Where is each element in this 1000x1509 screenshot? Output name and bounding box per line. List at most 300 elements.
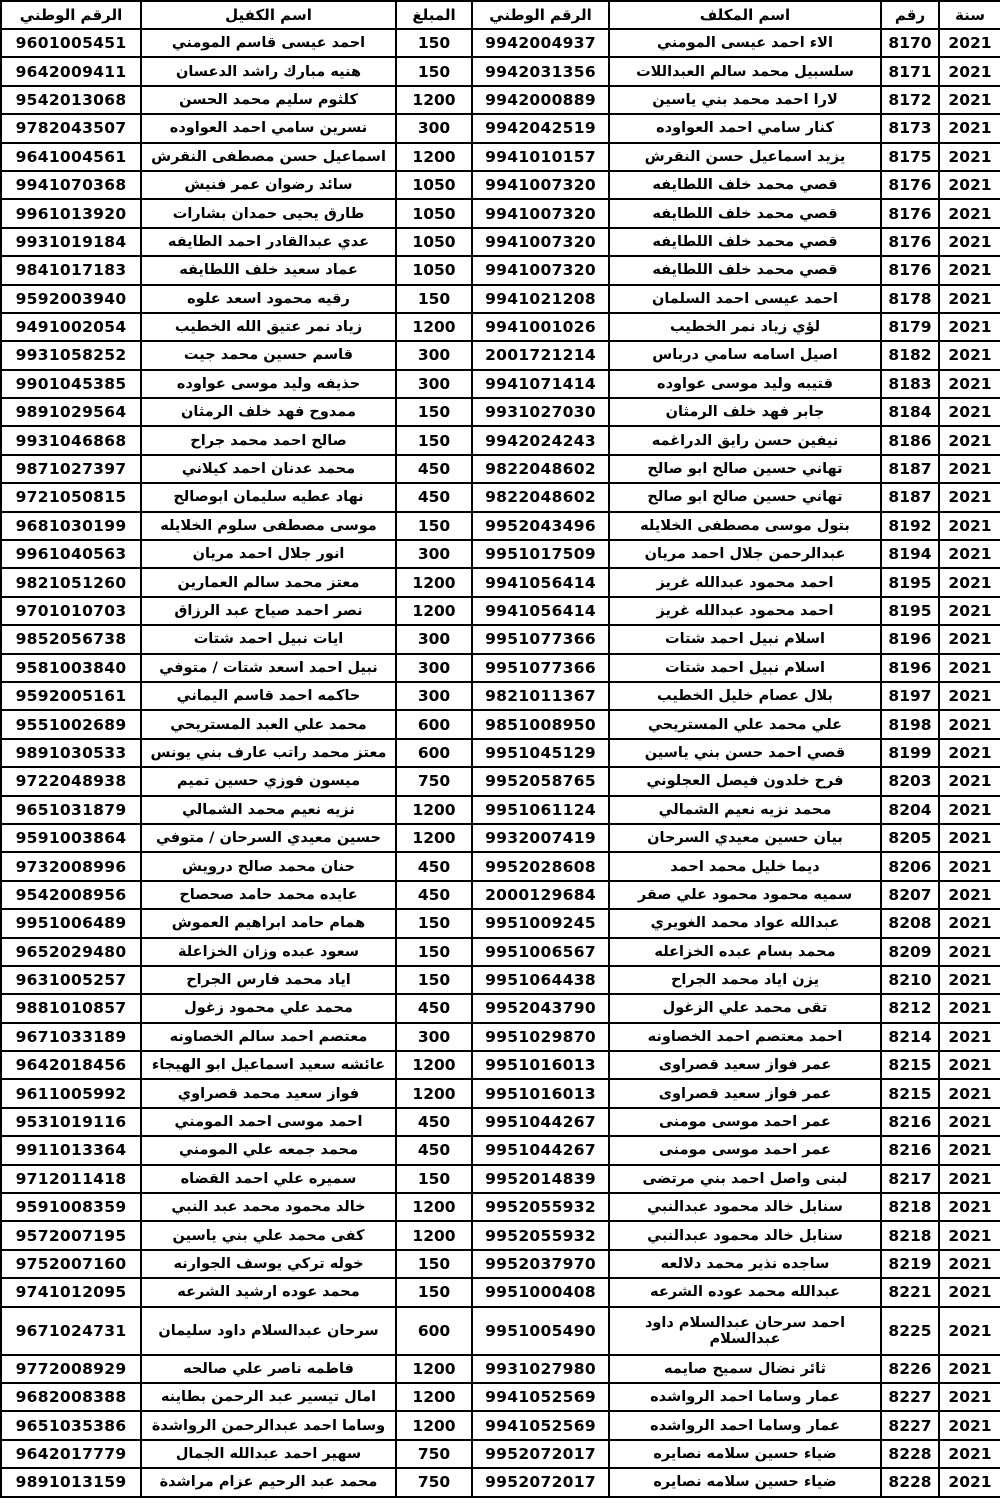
- number-cell: 8218: [881, 1193, 939, 1221]
- taxpayer-national-id-cell: 9952072017: [472, 1468, 609, 1496]
- taxpayer-national-id-cell: 9951064438: [472, 966, 609, 994]
- taxpayer-name-cell: احمد محمود عبدالله غريز: [609, 597, 881, 625]
- taxpayer-name-cell: بيان حسين معيدي السرحان: [609, 824, 881, 852]
- taxpayer-national-id-cell: 9952037970: [472, 1250, 609, 1278]
- table-row: [1, 1023, 1000, 1051]
- guarantor-national-id-cell: 9931019184: [1, 228, 141, 256]
- number-cell: 8183: [881, 370, 939, 398]
- taxpayer-national-id-cell: 9942031356: [472, 57, 609, 85]
- taxpayer-name-cell: الاء احمد عيسى المومني: [609, 29, 881, 57]
- number-cell: 8196: [881, 654, 939, 682]
- guarantor-name-cell: عائشه سعيد اسماعيل ابو الهيجاء: [141, 1051, 396, 1079]
- year-cell: 2021: [939, 1307, 1000, 1355]
- taxpayer-national-id-cell: 9952058765: [472, 767, 609, 795]
- amount-cell: 300: [396, 540, 472, 568]
- guarantor-national-id-cell: 9721050815: [1, 483, 141, 511]
- guarantor-national-id-cell: 9931046868: [1, 426, 141, 454]
- table-row: [1, 1411, 1000, 1439]
- amount-cell: 300: [396, 625, 472, 653]
- guarantor-name-cell: سهير احمد عبدالله الجمال: [141, 1440, 396, 1468]
- number-cell: 8199: [881, 739, 939, 767]
- year-cell: 2021: [939, 1108, 1000, 1136]
- amount-cell: 1200: [396, 1051, 472, 1079]
- taxpayer-national-id-cell: 9822048602: [472, 455, 609, 483]
- number-cell: 8208: [881, 909, 939, 937]
- table-row: [1, 57, 1000, 85]
- taxpayer-name-cell: يزن اياد محمد الجراح: [609, 966, 881, 994]
- table-row: [1, 228, 1000, 256]
- table-row: [1, 1307, 1000, 1355]
- table-row: [1, 909, 1000, 937]
- year-cell: 2021: [939, 796, 1000, 824]
- taxpayer-name-cell: سنابل خالد محمود عبدالنبي: [609, 1221, 881, 1249]
- amount-cell: 750: [396, 767, 472, 795]
- guarantor-name-cell: محمد عبد الرحيم عزام مراشدة: [141, 1468, 396, 1496]
- year-cell: 2021: [939, 455, 1000, 483]
- table-row: [1, 143, 1000, 171]
- table-row: [1, 1165, 1000, 1193]
- table-row: [1, 597, 1000, 625]
- table-row: [1, 199, 1000, 227]
- taxpayer-name-cell: عمر احمد موسى مومنى: [609, 1108, 881, 1136]
- amount-cell: 150: [396, 426, 472, 454]
- taxpayer-name-cell: لارا احمد محمد بني ياسين: [609, 86, 881, 114]
- guarantor-national-id-cell: 9591003864: [1, 824, 141, 852]
- table-row: [1, 171, 1000, 199]
- guarantor-name-cell: صالح احمد محمد جراح: [141, 426, 396, 454]
- table-row: [1, 739, 1000, 767]
- guarantor-national-id-cell: 9701010703: [1, 597, 141, 625]
- guarantor-name-cell: سائد رضوان عمر فنيش: [141, 171, 396, 199]
- year-cell: 2021: [939, 1193, 1000, 1221]
- table-row: [1, 1355, 1000, 1383]
- guarantor-national-id-cell: 9671033189: [1, 1023, 141, 1051]
- amount-cell: 150: [396, 909, 472, 937]
- table-row: [1, 455, 1000, 483]
- guarantor-name-cell: اسماعيل حسن مصطفى النقرش: [141, 143, 396, 171]
- taxpayer-national-id-cell: 9952055932: [472, 1193, 609, 1221]
- table-row: [1, 625, 1000, 653]
- header-taxpayer-name: اسم المكلف: [609, 1, 881, 29]
- guarantor-national-id-cell: 9821051260: [1, 568, 141, 596]
- table-row: [1, 938, 1000, 966]
- taxpayer-name-cell: قصي محمد خلف اللطايفه: [609, 199, 881, 227]
- guarantor-name-cell: نصر احمد صياح عبد الرزاق: [141, 597, 396, 625]
- amount-cell: 150: [396, 398, 472, 426]
- guarantor-national-id-cell: 9642009411: [1, 57, 141, 85]
- guarantor-national-id-cell: 9752007160: [1, 1250, 141, 1278]
- amount-cell: 150: [396, 1165, 472, 1193]
- taxpayer-name-cell: ديما خليل محمد احمد: [609, 852, 881, 880]
- taxpayer-national-id-cell: 9941007320: [472, 199, 609, 227]
- taxpayer-name-cell: سنابل خالد محمود عبدالنبي: [609, 1193, 881, 1221]
- amount-cell: 300: [396, 682, 472, 710]
- guarantor-national-id-cell: 9682008388: [1, 1383, 141, 1411]
- amount-cell: 450: [396, 455, 472, 483]
- guarantor-name-cell: سميره علي احمد القضاه: [141, 1165, 396, 1193]
- guarantor-national-id-cell: 9881010857: [1, 994, 141, 1022]
- number-cell: 8210: [881, 966, 939, 994]
- year-cell: 2021: [939, 938, 1000, 966]
- taxpayer-national-id-cell: 9941007320: [472, 228, 609, 256]
- guarantor-national-id-cell: 9951006489: [1, 909, 141, 937]
- number-cell: 8170: [881, 29, 939, 57]
- year-cell: 2021: [939, 398, 1000, 426]
- guarantor-national-id-cell: 9642018456: [1, 1051, 141, 1079]
- taxpayer-national-id-cell: 9941052569: [472, 1411, 609, 1439]
- table-row: [1, 86, 1000, 114]
- year-cell: 2021: [939, 370, 1000, 398]
- amount-cell: 1200: [396, 86, 472, 114]
- taxpayer-national-id-cell: 9951016013: [472, 1051, 609, 1079]
- guarantor-name-cell: محمد علي العبد المستريحي: [141, 710, 396, 738]
- guarantor-national-id-cell: 9641004561: [1, 143, 141, 171]
- number-cell: 8178: [881, 285, 939, 313]
- taxpayer-national-id-cell: 9941001026: [472, 313, 609, 341]
- guarantor-national-id-cell: 9722048938: [1, 767, 141, 795]
- taxpayer-name-cell: لبنى واصل احمد بني مرتضى: [609, 1165, 881, 1193]
- guarantor-national-id-cell: 9871027397: [1, 455, 141, 483]
- taxpayer-name-cell: كنار سامي احمد العواوده: [609, 114, 881, 142]
- amount-cell: 1200: [396, 313, 472, 341]
- taxpayer-name-cell: عمر فواز سعيد قصراوى: [609, 1051, 881, 1079]
- taxpayer-name-cell: بتول موسى مصطفى الخلايله: [609, 512, 881, 540]
- number-cell: 8215: [881, 1051, 939, 1079]
- taxpayer-national-id-cell: 9951061124: [472, 796, 609, 824]
- amount-cell: 450: [396, 1108, 472, 1136]
- guarantor-name-cell: هنيه مبارك راشد الدعسان: [141, 57, 396, 85]
- guarantor-name-cell: عايده محمد حامد صحصاح: [141, 881, 396, 909]
- amount-cell: 1200: [396, 568, 472, 596]
- amount-cell: 1200: [396, 1411, 472, 1439]
- table-row: [1, 1250, 1000, 1278]
- year-cell: 2021: [939, 568, 1000, 596]
- taxpayer-national-id-cell: 9951016013: [472, 1079, 609, 1107]
- guarantor-national-id-cell: 9712011418: [1, 1165, 141, 1193]
- guarantor-national-id-cell: 9551002689: [1, 710, 141, 738]
- taxpayer-national-id-cell: 9941007320: [472, 256, 609, 284]
- taxpayer-name-cell: قتيبه وليد موسى عواوده: [609, 370, 881, 398]
- amount-cell: 300: [396, 341, 472, 369]
- table-body: [1, 29, 1000, 1497]
- number-cell: 8219: [881, 1250, 939, 1278]
- taxpayer-name-cell: سميه محمود محمود علي صقر: [609, 881, 881, 909]
- taxpayer-name-cell: عبدالله محمد عوده الشرعه: [609, 1278, 881, 1306]
- guarantor-national-id-cell: 9591008359: [1, 1193, 141, 1221]
- table-row: [1, 966, 1000, 994]
- amount-cell: 1200: [396, 143, 472, 171]
- amount-cell: 300: [396, 370, 472, 398]
- table-row: [1, 426, 1000, 454]
- guarantor-national-id-cell: 9891029564: [1, 398, 141, 426]
- number-cell: 8203: [881, 767, 939, 795]
- guarantor-name-cell: رقيه محمود اسعد علوه: [141, 285, 396, 313]
- guarantor-name-cell: كفى محمد علي بني ياسين: [141, 1221, 396, 1249]
- table-row: [1, 824, 1000, 852]
- taxpayer-name-cell: تهاني حسين صالح ابو صالح: [609, 483, 881, 511]
- guarantor-name-cell: خوله تركي يوسف الجوارنه: [141, 1250, 396, 1278]
- taxpayer-national-id-cell: 9951077366: [472, 654, 609, 682]
- guarantor-national-id-cell: 9941070368: [1, 171, 141, 199]
- guarantor-national-id-cell: 9891013159: [1, 1468, 141, 1496]
- taxpayer-name-cell: اسلام نبيل احمد شتات: [609, 625, 881, 653]
- guarantor-name-cell: حذيفه وليد موسى عواوده: [141, 370, 396, 398]
- taxpayer-name-cell: محمد بسام عبده الخزاعله: [609, 938, 881, 966]
- taxpayer-name-cell: ضياء حسين سلامه نصايره: [609, 1440, 881, 1468]
- number-cell: 8216: [881, 1136, 939, 1164]
- taxpayer-name-cell: اسلام نبيل احمد شتات: [609, 654, 881, 682]
- taxpayer-national-id-cell: 9951000408: [472, 1278, 609, 1306]
- taxpayer-name-cell: فرح خلدون فيصل العجلوني: [609, 767, 881, 795]
- taxpayer-national-id-cell: 9941007320: [472, 171, 609, 199]
- number-cell: 8195: [881, 568, 939, 596]
- taxpayer-national-id-cell: 9931027980: [472, 1355, 609, 1383]
- year-cell: 2021: [939, 597, 1000, 625]
- number-cell: 8176: [881, 256, 939, 284]
- guarantor-name-cell: طارق يحيى حمدان بشارات: [141, 199, 396, 227]
- year-cell: 2021: [939, 1250, 1000, 1278]
- table-row: [1, 398, 1000, 426]
- taxpayer-national-id-cell: 9942000889: [472, 86, 609, 114]
- amount-cell: 600: [396, 739, 472, 767]
- guarantor-name-cell: نسرين سامي احمد العواوده: [141, 114, 396, 142]
- amount-cell: 1200: [396, 824, 472, 852]
- guarantor-national-id-cell: 9961013920: [1, 199, 141, 227]
- year-cell: 2021: [939, 625, 1000, 653]
- guarantor-name-cell: سرحان عبدالسلام داود سليمان: [141, 1307, 396, 1355]
- guarantor-national-id-cell: 9651031879: [1, 796, 141, 824]
- taxpayer-name-cell: نيفين حسن رايق الدراغمه: [609, 426, 881, 454]
- amount-cell: 150: [396, 285, 472, 313]
- year-cell: 2021: [939, 1023, 1000, 1051]
- header-guarantor-national-id: الرقم الوطني: [1, 1, 141, 29]
- number-cell: 8179: [881, 313, 939, 341]
- guarantor-name-cell: عدي عبدالقادر احمد الطايفه: [141, 228, 396, 256]
- amount-cell: 150: [396, 57, 472, 85]
- taxpayer-name-cell: ساجده نذير محمد دلالعه: [609, 1250, 881, 1278]
- year-cell: 2021: [939, 512, 1000, 540]
- number-cell: 8206: [881, 852, 939, 880]
- table-row: [1, 540, 1000, 568]
- guarantor-name-cell: حسين معيدي السرحان / متوفي: [141, 824, 396, 852]
- taxpayer-national-id-cell: 9952043496: [472, 512, 609, 540]
- amount-cell: 1050: [396, 228, 472, 256]
- table-row: [1, 852, 1000, 880]
- guarantor-name-cell: معتز محمد سالم العمارين: [141, 568, 396, 596]
- guarantor-national-id-cell: 9572007195: [1, 1221, 141, 1249]
- table-row: [1, 1278, 1000, 1306]
- table-row: [1, 1136, 1000, 1164]
- taxpayer-national-id-cell: 9931027030: [472, 398, 609, 426]
- taxpayer-national-id-cell: 9952055932: [472, 1221, 609, 1249]
- number-cell: 8187: [881, 455, 939, 483]
- guarantor-name-cell: اياد محمد فارس الجراح: [141, 966, 396, 994]
- number-cell: 8212: [881, 994, 939, 1022]
- amount-cell: 450: [396, 881, 472, 909]
- year-cell: 2021: [939, 199, 1000, 227]
- number-cell: 8205: [881, 824, 939, 852]
- year-cell: 2021: [939, 341, 1000, 369]
- table-row: [1, 1108, 1000, 1136]
- guarantor-name-cell: فاطمه ناصر علي صالحه: [141, 1355, 396, 1383]
- amount-cell: 450: [396, 994, 472, 1022]
- taxpayer-name-cell: احمد سرحان عبدالسلام داود عبدالسلام: [609, 1307, 881, 1355]
- guarantor-name-cell: احمد موسى احمد المومني: [141, 1108, 396, 1136]
- taxpayer-name-cell: سلسبيل محمد سالم العبداللات: [609, 57, 881, 85]
- taxpayer-name-cell: احمد معتصم احمد الخصاونه: [609, 1023, 881, 1051]
- guarantor-name-cell: معتز محمد راتب عارف بني يونس: [141, 739, 396, 767]
- year-cell: 2021: [939, 1278, 1000, 1306]
- table-row: [1, 1383, 1000, 1411]
- taxpayer-national-id-cell: 9951029870: [472, 1023, 609, 1051]
- number-cell: 8175: [881, 143, 939, 171]
- year-cell: 2021: [939, 1079, 1000, 1107]
- guarantor-name-cell: ميسون فوزي حسين تميم: [141, 767, 396, 795]
- guarantor-name-cell: موسى مصطفى سلوم الخلايله: [141, 512, 396, 540]
- taxpayer-name-cell: ضياء حسين سلامه نصايره: [609, 1468, 881, 1496]
- year-cell: 2021: [939, 57, 1000, 85]
- table-row: [1, 114, 1000, 142]
- number-cell: 8187: [881, 483, 939, 511]
- taxpayer-name-cell: احمد محمود عبدالله غريز: [609, 568, 881, 596]
- number-cell: 8192: [881, 512, 939, 540]
- table-row: [1, 29, 1000, 57]
- guarantor-national-id-cell: 9601005451: [1, 29, 141, 57]
- guarantor-national-id-cell: 9671024731: [1, 1307, 141, 1355]
- table-row: [1, 1193, 1000, 1221]
- header-amount: المبلغ: [396, 1, 472, 29]
- year-cell: 2021: [939, 171, 1000, 199]
- guarantor-name-cell: قاسم حسين محمد جيت: [141, 341, 396, 369]
- year-cell: 2021: [939, 1468, 1000, 1496]
- guarantor-name-cell: نبيل احمد اسعد شتات / متوفي: [141, 654, 396, 682]
- taxpayer-name-cell: يزيد اسماعيل حسن النقرش: [609, 143, 881, 171]
- table-row: [1, 313, 1000, 341]
- guarantor-national-id-cell: 9542013068: [1, 86, 141, 114]
- table-row: [1, 654, 1000, 682]
- number-cell: 8198: [881, 710, 939, 738]
- guarantor-national-id-cell: 9732008996: [1, 852, 141, 880]
- amount-cell: 450: [396, 483, 472, 511]
- guarantor-national-id-cell: 9491002054: [1, 313, 141, 341]
- guarantor-name-cell: خالد محمود محمد عبد النبي: [141, 1193, 396, 1221]
- taxpayer-name-cell: قصي محمد خلف اللطايفه: [609, 228, 881, 256]
- number-cell: 8186: [881, 426, 939, 454]
- number-cell: 8227: [881, 1411, 939, 1439]
- guarantor-national-id-cell: 9631005257: [1, 966, 141, 994]
- number-cell: 8194: [881, 540, 939, 568]
- taxpayer-national-id-cell: 9951006567: [472, 938, 609, 966]
- guarantor-name-cell: محمد علي محمود زغول: [141, 994, 396, 1022]
- amount-cell: 300: [396, 114, 472, 142]
- amount-cell: 150: [396, 1250, 472, 1278]
- number-cell: 8227: [881, 1383, 939, 1411]
- guarantor-national-id-cell: 9772008929: [1, 1355, 141, 1383]
- taxpayer-national-id-cell: 9951044267: [472, 1108, 609, 1136]
- table-row: [1, 512, 1000, 540]
- taxpayer-national-id-cell: 9951009245: [472, 909, 609, 937]
- taxpayer-national-id-cell: 9822048602: [472, 483, 609, 511]
- number-cell: 8204: [881, 796, 939, 824]
- year-cell: 2021: [939, 1383, 1000, 1411]
- taxpayer-national-id-cell: 9942024243: [472, 426, 609, 454]
- amount-cell: 300: [396, 1023, 472, 1051]
- amount-cell: 450: [396, 1136, 472, 1164]
- taxpayer-name-cell: جابر فهد خلف الرمثان: [609, 398, 881, 426]
- guarantor-national-id-cell: 9741012095: [1, 1278, 141, 1306]
- guarantor-national-id-cell: 9611005992: [1, 1079, 141, 1107]
- guarantor-national-id-cell: 9782043507: [1, 114, 141, 142]
- taxpayer-national-id-cell: 9952014839: [472, 1165, 609, 1193]
- guarantor-national-id-cell: 9681030199: [1, 512, 141, 540]
- year-cell: 2021: [939, 29, 1000, 57]
- taxpayer-national-id-cell: 9941056414: [472, 568, 609, 596]
- number-cell: 8226: [881, 1355, 939, 1383]
- number-cell: 8195: [881, 597, 939, 625]
- year-cell: 2021: [939, 994, 1000, 1022]
- table-row: [1, 483, 1000, 511]
- taxpayer-name-cell: بلال عصام خليل الخطيب: [609, 682, 881, 710]
- year-cell: 2021: [939, 1221, 1000, 1249]
- guarantor-name-cell: حاكمه احمد قاسم اليماني: [141, 682, 396, 710]
- taxpayer-name-cell: عمار وساما احمد الرواشده: [609, 1383, 881, 1411]
- taxpayer-name-cell: عمر احمد موسى مومنى: [609, 1136, 881, 1164]
- amount-cell: 150: [396, 29, 472, 57]
- table-header: [1, 1, 1000, 29]
- table-row: [1, 1468, 1000, 1496]
- number-cell: 8176: [881, 199, 939, 227]
- taxpayer-national-id-cell: 9952028608: [472, 852, 609, 880]
- guarantor-national-id-cell: 9931058252: [1, 341, 141, 369]
- taxpayer-name-cell: عبدالله عواد محمد الغويري: [609, 909, 881, 937]
- number-cell: 8225: [881, 1307, 939, 1355]
- table-row: [1, 796, 1000, 824]
- guarantor-national-id-cell: 9592003940: [1, 285, 141, 313]
- amount-cell: 150: [396, 938, 472, 966]
- table-row: [1, 881, 1000, 909]
- guarantor-name-cell: امال تيسير عبد الرحمن بطاينه: [141, 1383, 396, 1411]
- taxpayer-name-cell: تهاني حسين صالح ابو صالح: [609, 455, 881, 483]
- number-cell: 8196: [881, 625, 939, 653]
- number-cell: 8173: [881, 114, 939, 142]
- guarantor-name-cell: ممدوح فهد خلف الرمثان: [141, 398, 396, 426]
- taxpayer-national-id-cell: 9941052569: [472, 1383, 609, 1411]
- taxpayer-national-id-cell: 9942042519: [472, 114, 609, 142]
- guarantor-name-cell: كلثوم سليم محمد الحسن: [141, 86, 396, 114]
- year-cell: 2021: [939, 1355, 1000, 1383]
- taxpayer-name-cell: ثائر نضال سميح صايمه: [609, 1355, 881, 1383]
- table-row: [1, 1440, 1000, 1468]
- year-cell: 2021: [939, 483, 1000, 511]
- amount-cell: 150: [396, 1278, 472, 1306]
- year-cell: 2021: [939, 1051, 1000, 1079]
- amount-cell: 1200: [396, 1079, 472, 1107]
- amount-cell: 1200: [396, 597, 472, 625]
- table-row: [1, 370, 1000, 398]
- taxpayer-national-id-cell: 9952043790: [472, 994, 609, 1022]
- year-cell: 2021: [939, 739, 1000, 767]
- header-guarantor-name: اسم الكفيل: [141, 1, 396, 29]
- guarantor-national-id-cell: 9542008956: [1, 881, 141, 909]
- taxpayer-national-id-cell: 9941021208: [472, 285, 609, 313]
- year-cell: 2021: [939, 824, 1000, 852]
- taxpayer-national-id-cell: 2000129684: [472, 881, 609, 909]
- taxpayer-national-id-cell: 9941010157: [472, 143, 609, 171]
- guarantor-name-cell: زياد نمر عتيق الله الخطيب: [141, 313, 396, 341]
- table-row: [1, 1221, 1000, 1249]
- year-cell: 2021: [939, 682, 1000, 710]
- taxpayer-name-cell: احمد عيسى احمد السلمان: [609, 285, 881, 313]
